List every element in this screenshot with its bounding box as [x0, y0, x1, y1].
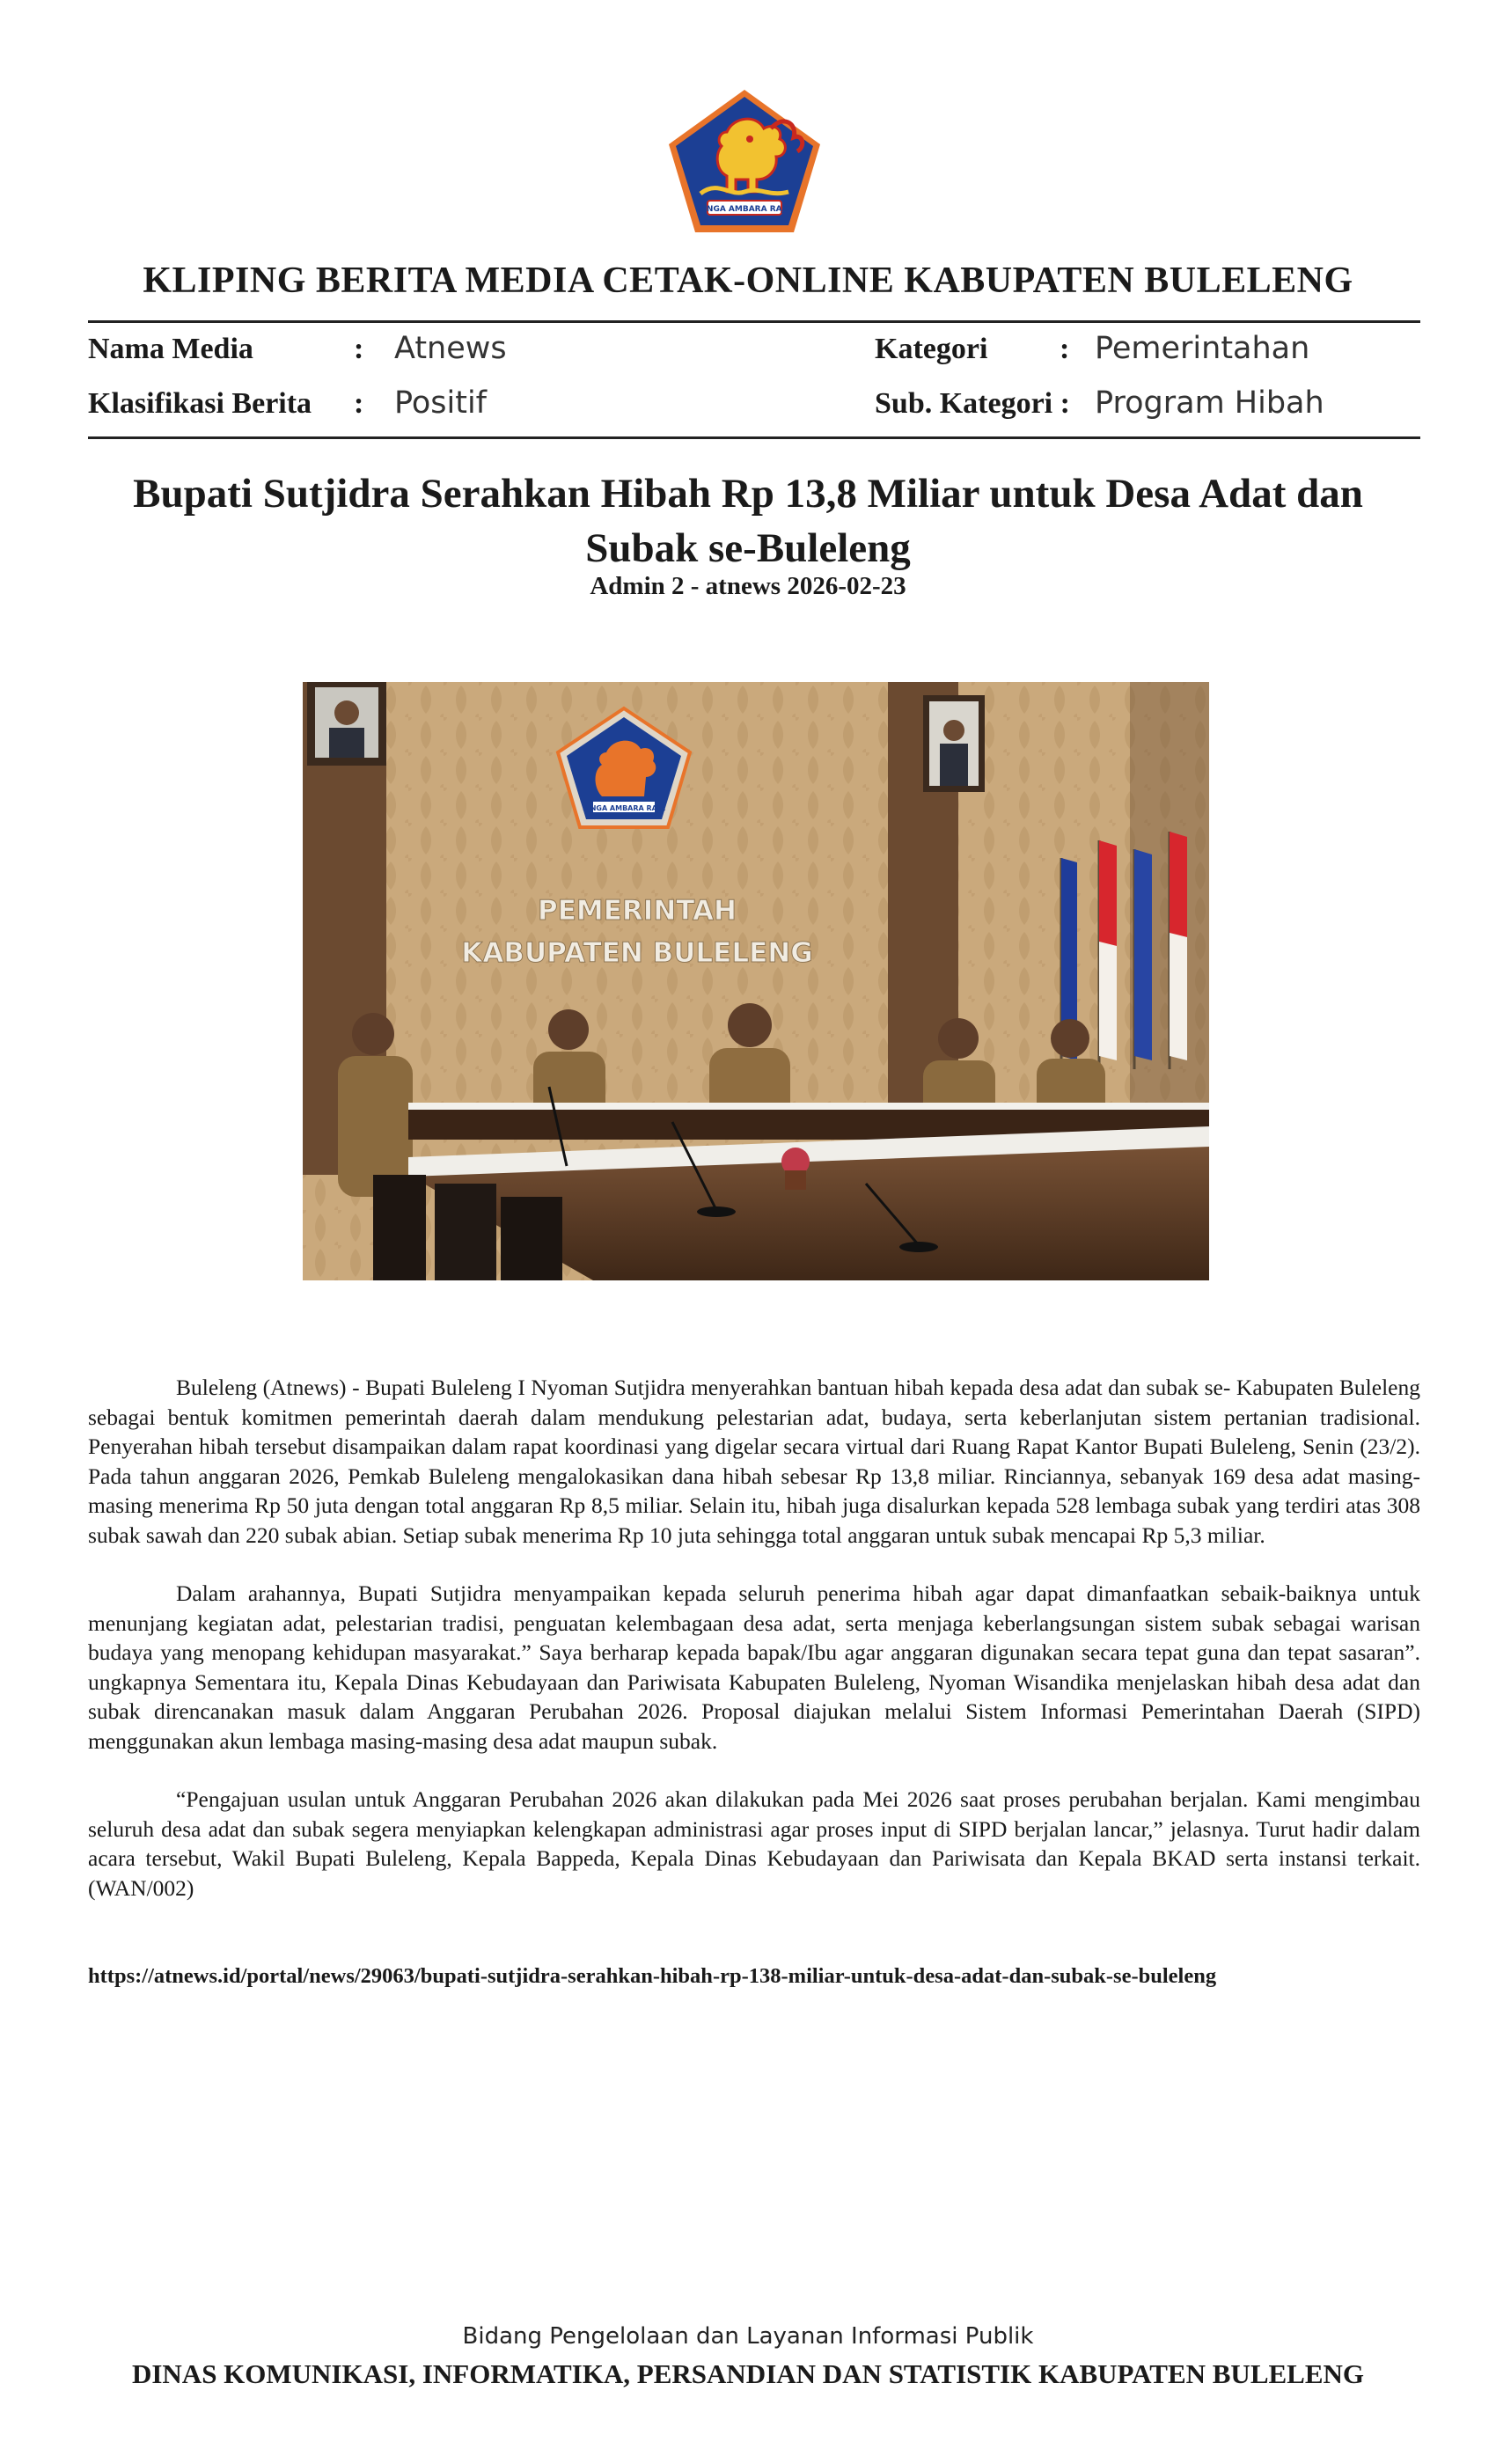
- klasifikasi-label: Klasifikasi Berita: [88, 387, 312, 420]
- article-paragraph-1: Buleleng (Atnews) - Bupati Buleleng I Nyoman Sutjidra menyerahkan bantuan hibah kepada desa adat dan subak se- Kabupaten Buleleng sebagai bentuk komitmen pemerintah daerah dalam mendukung pelestarian adat, budaya, serta keberlanjutan sistem pertanian tradisional. Penyerahan hibah tersebut disampaikan dalam rapat koordinasi yang digelar secara virtual dari Ruang Rapat Kantor Bupati Buleleng, Senin (23/2). Pada tahun anggaran 2026, Pemkab Buleleng mengalokasikan dana hibah sebesar Rp 13,8 miliar. Rinciannya, sebanyak 169 desa adat masing-masing menerima Rp 50 juta dengan total anggaran Rp 8,5 miliar. Selain itu, hibah juga disalurkan kepada 528 lembaga subak yang terdiri atas 308 subak sawah dan 220 subak abian. Setiap subak menerima Rp 10 juta sehingga total anggaran untuk subak mencapai Rp 5,3 miliar.: [88, 1375, 1420, 1548]
- photo-wall-text-1: PEMERINTAH: [538, 895, 737, 927]
- headline-line-2: Subak se-Buleleng: [585, 525, 911, 571]
- article-paragraph-3: “Pengajuan usulan untuk Anggaran Perubahan 2026 akan dilakukan pada Mei 2026 saat proses perubahan berjalan. Kami mengimbau seluruh desa adat dan subak segera menyiapkan kelengkapan administrasi agar proses input di SIPD berjalan lancar,” jelasnya. Turut hadir dalam acara tersebut, Wakil Bupati Buleleng, Kepala Bappeda, Kepala Dinas Kebudayaan dan Pariwisata dan Kepala BKAD serta instansi terkait.(WAN/002): [88, 1786, 1420, 1901]
- article-byline: Admin 2 - atnews 2026-02-23: [590, 572, 906, 600]
- article-headline: [97, 466, 1399, 576]
- photo-logo-motto: SINGA AMBARA RAJA: [582, 804, 666, 812]
- headline-line-1: Bupati Sutjidra Serahkan Hibah Rp 13,8 Miliar untuk Desa Adat dan: [133, 471, 1363, 517]
- sub-kategori-value: Program Hibah: [1095, 385, 1324, 421]
- nama-media-colon: :: [354, 333, 364, 365]
- source-url-link[interactable]: https://atnews.id/portal/news/29063/bupati-sutjidra-serahkan-hibah-rp-138-miliar-untuk-desa-adat-dan-subak-se-buleleng: [88, 1964, 1217, 1988]
- buleleng-logo: [665, 88, 824, 236]
- article-paragraph-2: Dalam arahannya, Bupati Sutjidra menyampaikan kepada seluruh penerima hibah agar dapat dimanfaatkan sebaik-baiknya untuk menunjang kegiatan adat, pelestarian tradisi, penguatan kelembagaan desa adat, serta menjaga keberlangsungan sistem subak sebagai warisan budaya yang menopang kehidupan masyarakat.” Saya berharap kepada bapak/Ibu agar anggaran digunakan secara tepat guna dan tepat sasaran”. ungkapnya Sementara itu, Kepala Dinas Kebudayaan dan Pariwisata Kabupaten Buleleng, Nyoman Wisandika menjelaskan hibah desa adat dan subak direncanakan masuk dalam Anggaran Perubahan 2026. Proposal diajukan melalui Sistem Informasi Pemerintahan Daerah (SIPD) menggunakan akun lembaga masing-masing desa adat maupun subak.: [88, 1580, 1420, 1754]
- kategori-value: Pemerintahan: [1095, 331, 1310, 366]
- footer-division: Bidang Pengelolaan dan Layanan Informasi Publik: [462, 2323, 1034, 2350]
- sub-kategori-label: Sub. Kategori :: [875, 387, 1070, 420]
- klasifikasi-colon: :: [354, 387, 364, 420]
- document-title: KLIPING BERITA MEDIA CETAK-ONLINE KABUPATEN BULELENG: [143, 260, 1353, 301]
- divider-top: [88, 320, 1420, 323]
- article-body: [88, 1373, 1420, 1932]
- nama-media-value: Atnews: [394, 331, 507, 366]
- article-photo: [303, 682, 1209, 1280]
- klasifikasi-value: Positif: [394, 385, 487, 421]
- kategori-label: Kategori: [875, 333, 988, 365]
- photo-wall-text-2: KABUPATEN BULELENG: [461, 937, 813, 969]
- logo-motto: SINGA AMBARA RAJA: [698, 205, 791, 214]
- footer-agency: DINAS KOMUNIKASI, INFORMATIKA, PERSANDIAN DAN STATISTIK KABUPATEN BULELENG: [131, 2358, 1365, 2389]
- meta-left: [88, 326, 792, 440]
- kategori-colon: :: [1060, 333, 1070, 365]
- nama-media-label: Nama Media: [88, 333, 253, 365]
- divider-bottom: [88, 436, 1420, 439]
- meta-right: [875, 326, 1420, 440]
